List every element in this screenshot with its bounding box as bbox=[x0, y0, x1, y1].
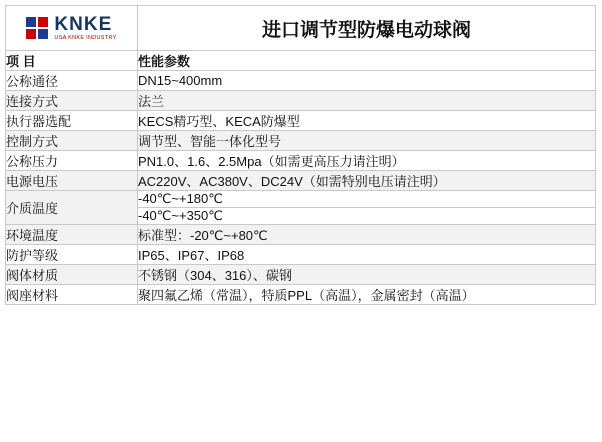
logo-brand-tagline: USA KNKE INDUSTRY bbox=[54, 34, 117, 41]
table-row bbox=[6, 225, 596, 245]
row-value: PN1.0、1.6、2.5Mpa（如需更高压力请注明） bbox=[138, 151, 596, 171]
row-label: 阀座材料 bbox=[6, 285, 138, 305]
table-row bbox=[6, 245, 596, 265]
table-row bbox=[6, 111, 596, 131]
row-label: 连接方式 bbox=[6, 91, 138, 111]
table-row bbox=[6, 171, 596, 191]
row-value: 法兰 bbox=[138, 91, 596, 111]
row-value: 调节型、智能一体化型号 bbox=[138, 131, 596, 151]
row-value: 标准型：-20℃~+80℃ bbox=[138, 225, 596, 245]
product-title: 进口调节型防爆电动球阀 bbox=[138, 6, 596, 51]
brand-logo-cell bbox=[6, 6, 138, 51]
table-row bbox=[6, 151, 596, 171]
table-header-row bbox=[6, 6, 596, 51]
logo-brand-name: KNKE bbox=[54, 13, 113, 35]
column-header-parameter: 性能参数 bbox=[138, 51, 596, 71]
row-value: -40℃~+180℃ bbox=[138, 191, 596, 208]
row-label-medium-temperature: 介质温度 bbox=[6, 191, 138, 225]
row-label: 环境温度 bbox=[6, 225, 138, 245]
row-label: 公称通径 bbox=[6, 71, 138, 91]
table-column-header-row bbox=[6, 51, 596, 71]
row-value-secondary: -40℃~+350℃ bbox=[138, 208, 596, 225]
table-row bbox=[6, 285, 596, 305]
row-label: 阀体材质 bbox=[6, 265, 138, 285]
table-row bbox=[6, 131, 596, 151]
row-label: 控制方式 bbox=[6, 131, 138, 151]
row-label: 执行器选配 bbox=[6, 111, 138, 131]
table-row bbox=[6, 265, 596, 285]
column-header-item: 项 目 bbox=[6, 51, 138, 71]
row-value: 不锈钢（304、316）、碳钢 bbox=[138, 265, 596, 285]
table-row bbox=[6, 71, 596, 91]
row-value: 聚四氟乙烯（常温），特质PPL（高温），金属密封（高温） bbox=[138, 285, 596, 305]
row-value: KECS精巧型、KECA防爆型 bbox=[138, 111, 596, 131]
table-row bbox=[6, 91, 596, 111]
row-label: 电源电压 bbox=[6, 171, 138, 191]
row-label: 防护等级 bbox=[6, 245, 138, 265]
row-value: AC220V、AC380V、DC24V（如需特别电压请注明） bbox=[138, 171, 596, 191]
row-value: DN15~400mm bbox=[138, 71, 596, 91]
specification-table bbox=[5, 5, 596, 305]
row-value: IP65、IP67、IP68 bbox=[138, 245, 596, 265]
knke-logo-icon bbox=[26, 17, 49, 40]
row-label: 公称压力 bbox=[6, 151, 138, 171]
table-row bbox=[6, 191, 596, 208]
